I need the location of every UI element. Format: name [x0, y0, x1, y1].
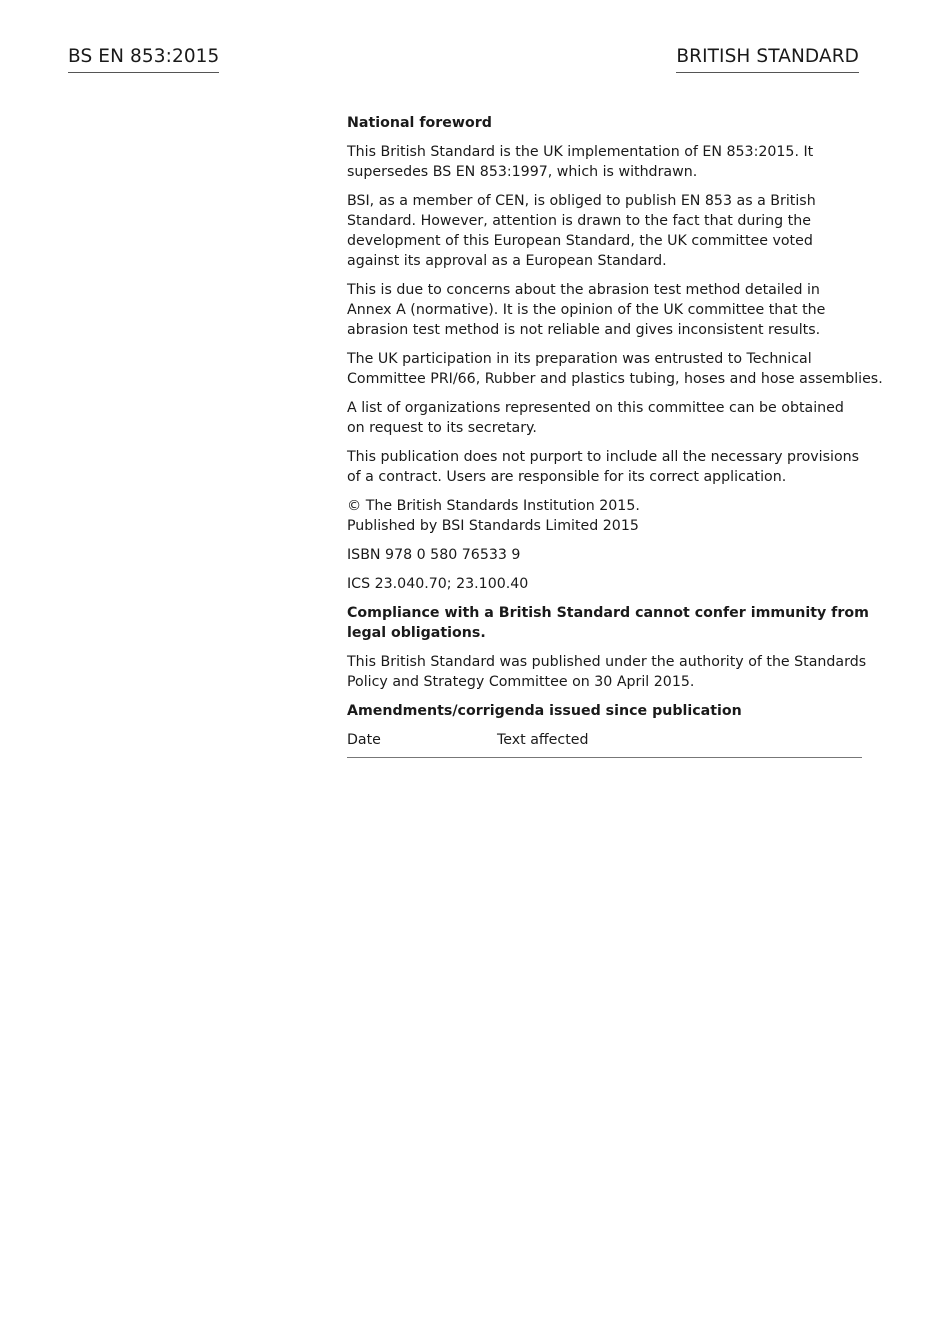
paragraph [347, 652, 867, 692]
paragraph [347, 603, 869, 643]
column-text-affected: Text affected [497, 732, 589, 748]
paragraph [347, 447, 862, 487]
text-line: The UK participation in its preparation was entrusted to Technical [347, 351, 812, 367]
text-line: Standard. However, attention is drawn to the fact that during the [347, 213, 811, 229]
text-line: Policy and Strategy Committee on 30 April 2015. [347, 674, 695, 690]
paragraph [347, 496, 862, 536]
foreword-title: National foreword [347, 115, 492, 131]
text-line: Published by BSI Standards Limited 2015 [347, 518, 639, 534]
text-line: development of this European Standard, the UK committee voted [347, 233, 813, 249]
text-line: This publication does not purport to include all the necessary provisions [347, 449, 860, 465]
amendments-title: Amendments/corrigenda issued since publication [347, 703, 742, 719]
paragraph [347, 280, 862, 340]
text-line: Compliance with a British Standard cannot confer immunity from [347, 605, 869, 621]
national-foreword [347, 113, 883, 758]
text-line: abrasion test method is not reliable and gives inconsistent results. [347, 322, 821, 338]
column-date: Date [347, 732, 381, 748]
paragraph [347, 142, 862, 182]
text-line: BSI, as a member of CEN, is obliged to publish EN 853 as a British [347, 193, 816, 209]
text-line: against its approval as a European Standard. [347, 253, 667, 269]
text-line: on request to its secretary. [347, 420, 537, 436]
text-line: ISBN 978 0 580 76533 9 [347, 547, 521, 563]
paragraph [347, 545, 862, 565]
text-line: A list of organizations represented on this committee can be obtained [347, 400, 844, 416]
amendments-table-header [347, 730, 862, 758]
text-line: This British Standard was published under the authority of the Standards [347, 654, 867, 670]
text-line: Committee PRI/66, Rubber and plastics tubing, hoses and hose assemblies. [347, 371, 883, 387]
foreword-paragraphs [347, 142, 883, 692]
text-line: This British Standard is the UK implementation of EN 853:2015. It [347, 144, 814, 160]
text-line: This is due to concerns about the abrasion test method detailed in [347, 282, 820, 298]
text-line: supersedes BS EN 853:1997, which is withdrawn. [347, 164, 698, 180]
text-line: Annex A (normative). It is the opinion of the UK committee that the [347, 302, 826, 318]
document-type: BRITISH STANDARD [676, 46, 859, 73]
paragraph [347, 574, 862, 594]
text-line: ICS 23.040.70; 23.100.40 [347, 576, 529, 592]
text-line: legal obligations. [347, 625, 486, 641]
text-line: © The British Standards Institution 2015. [347, 498, 640, 514]
text-line: of a contract. Users are responsible for its correct application. [347, 469, 787, 485]
paragraph [347, 398, 862, 438]
paragraph [347, 349, 883, 389]
document-number: BS EN 853:2015 [68, 46, 219, 73]
paragraph [347, 191, 862, 271]
